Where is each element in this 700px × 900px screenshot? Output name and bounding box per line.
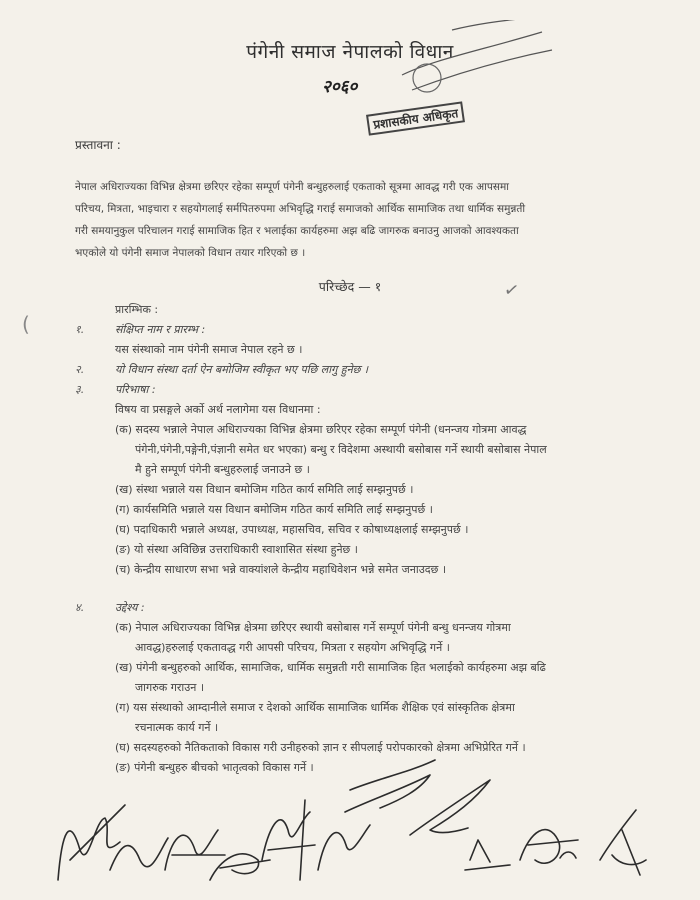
objective-line: रचनात्मक कार्य गर्ने । <box>135 721 219 734</box>
section-title: परिभाषा : <box>115 383 156 396</box>
definition-line: (ङ) यो संस्था अविछिन्न उत्तराधिकारी स्वाशासित संस्था हुनेछ । <box>115 543 358 556</box>
definition-line: (क) सदस्य भन्नाले नेपाल अधिराज्यका विभिन्न क्षेत्रमा छरिएर रहेका सम्पूर्ण पंगेनी (धनन्जय गोत्रमा आवद्ध <box>115 423 527 436</box>
preamble-line: गरी समयानुकुल परिचालन गराई सामाजिक हित र भलाईका कार्यहरुमा अझ बढि जागरुक बनाउनु आजको आवश्यकता <box>75 225 519 237</box>
objective-line: (क) नेपाल अधिराज्यका विभिन्न क्षेत्रमा छरिएर स्थायी बसोबास गर्ने सम्पूर्ण पंगेनी बन्धु धनन्जय गोत्रमा <box>115 621 511 634</box>
section-intro: विषय वा प्रसङ्गले अर्को अर्थ नलागेमा यस विधानमा : <box>115 403 321 416</box>
section-text: यस संस्थाको नाम पंगेनी समाज नेपाल रहने छ । <box>115 343 303 356</box>
margin-mark: ( <box>22 312 30 336</box>
office-stamp <box>392 20 557 100</box>
section-number: २. <box>75 363 85 376</box>
definition-line: पंगेनी,पंगेनी,पङ्गेनी,पंज्ञानी समेत धर भएका) बन्धु र विदेशमा अस्थायी बसोबास गर्ने स्थायी बसोबास नेपाल <box>135 443 547 456</box>
definition-line: मै हुने सम्पूर्ण पंगेनी बन्धुहरुलाई जनाउने छ । <box>135 463 310 476</box>
preamble-line: भएकोले यो पंगेनी समाज नेपालको विधान तयार गरिएको छ । <box>75 247 306 259</box>
definition-line: (च) केन्द्रीय साधारण सभा भन्ने वाक्यांशले केन्द्रीय महाधिवेशन भन्ने समेत जनाउदछ । <box>115 563 446 576</box>
signature <box>520 830 578 864</box>
signature <box>345 760 435 812</box>
preamble-line: नेपाल अधिराज्यका विभिन्न क्षेत्रमा छरिएर रहेका सम्पूर्ण पंगेनी बन्धुहरुलाई एकताको सूत्रमा आवद्ध गरी एक आपसमा <box>75 181 509 193</box>
stamp-label: प्रशासकीय अधिकृत <box>366 101 465 135</box>
section-number: ३. <box>75 383 85 396</box>
chapter-intro: प्रारम्भिक : <box>115 303 159 316</box>
preamble-line: परिचय, मित्रता, भाइचारा र सहयोगलाई सर्मपितरुपमा अभिवृद्धि गराई समाजको आर्थिक सामाजिक तथा धार्मिक समुन्नती <box>75 203 526 215</box>
objective-line: (ख) पंगेनी बन्धुहरुको आर्थिक, सामाजिक, धार्मिक समुन्नती गरी सामाजिक हित भलाईको कार्यहरुमा अझ बढि <box>115 661 546 674</box>
preamble-text <box>75 176 650 264</box>
objective-line: जागरुक गराउन । <box>135 681 205 694</box>
definition-line: (ग) कार्यसमिति भन्नाले यस विधान बमोजिम गठित कार्य समिति लाई सम्झनुपर्छ । <box>115 503 433 516</box>
objective-line: (ग) यस संस्थाको आम्दानीले समाज र देशको आर्थिक सामाजिक धार्मिक शैक्षिक एवं सांस्कृतिक क्षेत्रमा <box>115 701 515 714</box>
definition-line: (ख) संस्था भन्नाले यस विधान बमोजिम गठित कार्य समिति लाई सम्झनुपर्छ । <box>115 483 414 496</box>
section-title: संक्षिप्त नाम र प्रारम्भ : <box>115 323 206 336</box>
signature <box>465 840 510 870</box>
section-number: ४. <box>75 601 85 614</box>
objective-line: (ङ) पंगेनी बन्धुहरु बीचको भातृत्वको विकास गर्ने । <box>115 761 314 774</box>
objective-line: आवद्ध)हरुलाई एकतावद्ध गरी आपसी परिचय, मित्रता र सहयोग अभिवृद्धि गर्ने । <box>135 641 450 654</box>
preamble-heading: प्रस्तावना : <box>75 138 121 152</box>
document-title: पंगेनी समाज नेपालको विधान <box>246 41 454 63</box>
objective-line: (घ) सदस्यहरुको नैतिकताको विकास गरी उनीहरुको ज्ञान र सीपलाई परोपकारको क्षेत्रमा अभिप्रेरित गर्ने । <box>115 741 526 754</box>
signatures-area <box>0 740 700 900</box>
section-number: १. <box>75 323 85 336</box>
chapter-heading: परिच्छेद — १ <box>318 279 382 294</box>
section-text: यो विधान संस्था दर्ता ऐन बमोजिम स्वीकृत भए पछि लागु हुनेछ । <box>115 363 369 376</box>
signature <box>58 805 125 880</box>
signature <box>210 854 270 880</box>
signature <box>262 800 315 880</box>
checkmark-icon: ✓ <box>502 278 521 303</box>
signature <box>165 830 225 870</box>
signature <box>600 810 646 875</box>
year-handwritten: २०६० <box>322 77 358 97</box>
signature <box>318 825 370 870</box>
signature <box>410 780 490 835</box>
section-title: उद्देश्य : <box>115 601 145 614</box>
definition-line: (घ) पदाधिकारी भन्नाले अध्यक्ष, उपाध्यक्ष, महासचिव, सचिव र कोषाध्यक्षलाई सम्झनुपर्छ । <box>115 523 469 536</box>
